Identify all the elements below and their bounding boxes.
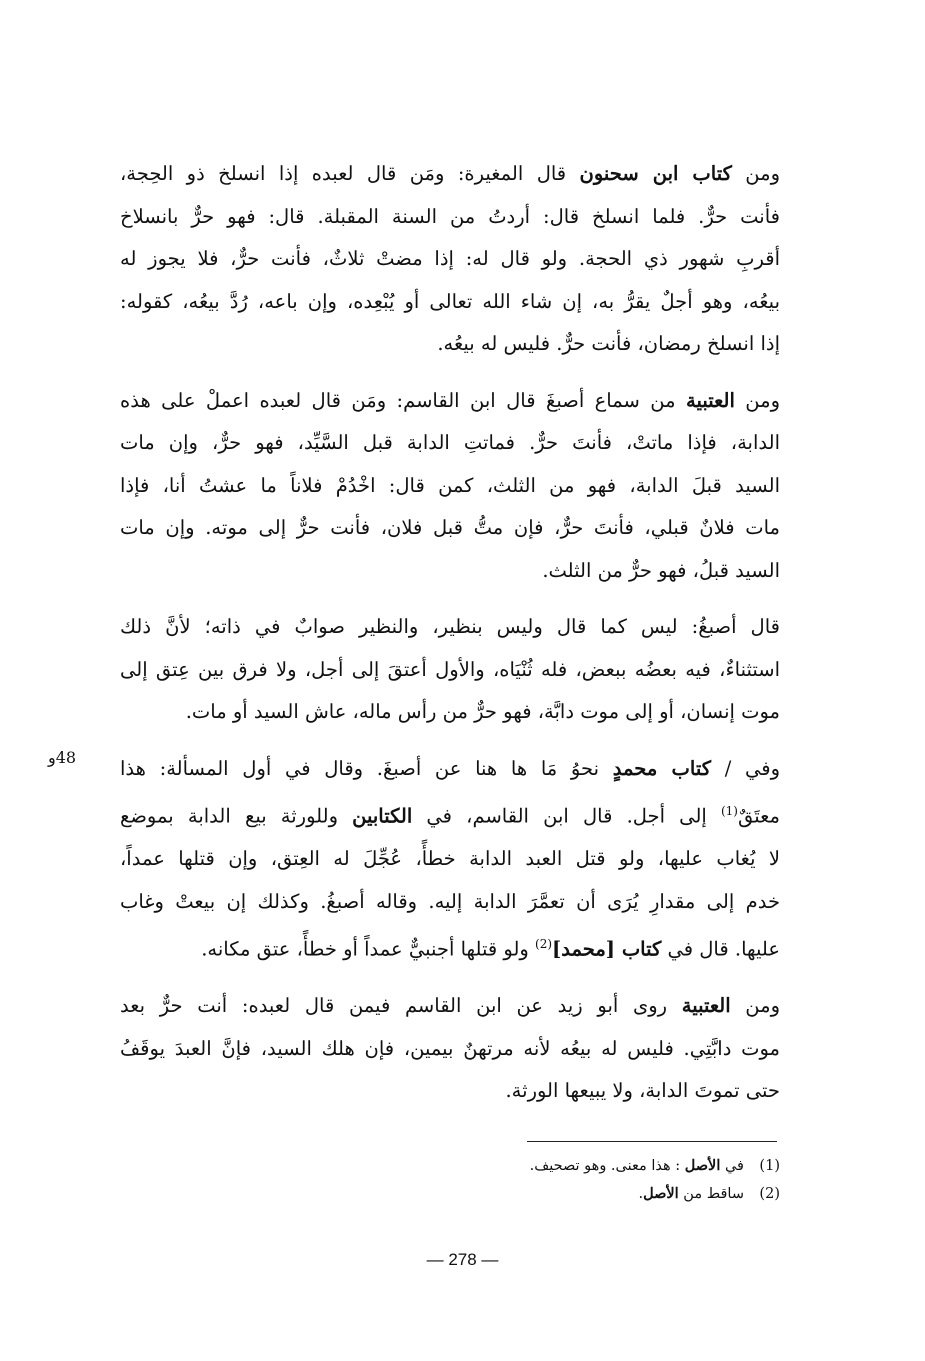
text-run: فأنت حرٌّ. فلما انسلخ قال: أردتُ من السنة المقبلة. قال: فهو حرٌّ بانسلاخ <box>120 204 780 228</box>
text-run: موت إنسان، أو إلى موت دابَّة، فهو حرٌّ من رأس ماله، عاش السيد أو مات. <box>185 700 780 723</box>
footnote-number: (2) <box>759 1186 780 1202</box>
paragraph-container <box>120 153 780 1113</box>
footnote-ref: (1) <box>720 804 738 818</box>
text-line <box>120 465 780 508</box>
text-run: نحوُ مَا ها هنا عن أصبغَ. وقال في أول المسألة: هذا <box>120 756 613 780</box>
text-run: موت دابَّتِي. فليس له بيعُه لأنه مرتهنٌ بيمين، فإن هلك السيد، فإنَّ العبدَ يوقَفُ <box>120 1036 780 1060</box>
text-line <box>120 748 780 791</box>
text-run: وللورثة بيع الدابة بموضع <box>120 804 353 828</box>
paragraph <box>120 985 780 1113</box>
text-run: معتَقٌ <box>737 804 780 828</box>
text-run: من سماع أصبغَ قال ابن القاسم: ومَن قال لعبده اعملْ على هذه <box>120 388 686 412</box>
text-run: إلى أجل. قال ابن القاسم، في <box>412 804 721 828</box>
text-line <box>120 550 780 593</box>
paragraph <box>120 748 780 972</box>
paragraph <box>120 606 780 734</box>
text-run: لا يُغاب عليها، ولو قتل العبد الدابة خطأً، عُجِّلَ له العِتق، وإن قتلها عمداً، <box>120 847 780 870</box>
bold-term: العتبية <box>686 388 735 412</box>
text-line <box>120 649 780 692</box>
text-run: روى أبو زيد عن ابن القاسم فيمن قال لعبده: أنت حرٌّ بعد <box>120 994 682 1017</box>
text-line <box>120 691 780 734</box>
text-line <box>120 881 780 924</box>
text-run: مات فلانٌ قبلي، فأنتَ حرٌّ، فإن متُّ قبل فلان، فأنت حرٌّ إلى موته. وإن مات <box>120 516 780 539</box>
text-run: ساقط من <box>678 1186 744 1202</box>
text-run: بيعُه، وهو أجلٌ يقرُّ به، إن شاء الله تعالى أو يُبْعِده، وإن باعه، رُدَّ بيعُه، كقوله: <box>120 289 780 313</box>
text-run: ومن <box>731 162 780 185</box>
footnote-number: (1) <box>759 1158 780 1174</box>
bold-term: العتبية <box>681 994 731 1017</box>
text-run: خدم إلى مقدارِ يُرَى أن تعمَّرَ الدابة إليه. وقاله أصبغُ. وكذلك إن بيعتْ وغاب <box>120 889 780 913</box>
text-run: . <box>638 1186 644 1202</box>
bold-term: الكتابين <box>352 804 413 828</box>
text-line <box>120 1028 780 1071</box>
bold-term: كتاب ابن سحنون <box>579 162 732 185</box>
text-line <box>120 838 780 881</box>
footnote-ref: (2) <box>535 937 553 951</box>
text-run: : هذا معنى. وهو تصحيف. <box>529 1158 685 1174</box>
bold-term: الأصل <box>684 1157 721 1174</box>
text-line <box>120 238 780 281</box>
text-run: قال المغيرة: ومَن قال لعبده إذا انسلخ ذو الحِجة، <box>120 162 580 185</box>
margin-folio-note: 48و <box>48 748 77 767</box>
footnote-separator <box>527 1141 777 1142</box>
text-run: الدابة، فإذا ماتتْ، فأنتَ حرٌّ. فماتتِ الدابة قبل السَّيِّد، فهو حرٌّ، وإن مات <box>120 431 780 454</box>
text-run: أقربِ شهور ذي الحجة. ولو قال له: إذا مضتْ ثلاثٌ، فأنت حرٌّ، فلا يجوز له <box>120 247 780 270</box>
text-run: ولو قتلها أجنبيٌّ عمداً أو خطأً، عتق مكانه. <box>201 937 536 961</box>
text-run: السيد قبلَ الدابة، فهو من الثلث، كمن قال: اخْدُمْ فلاناً ما عشتُ أنا، فإذا <box>120 473 780 497</box>
text-line <box>120 281 780 324</box>
footnote <box>420 1180 780 1208</box>
text-run: حتى تموتَ الدابة، ولا يبيعها الورثة. <box>505 1079 780 1102</box>
footnotes <box>420 1152 780 1208</box>
text-line <box>120 507 780 550</box>
text-line <box>120 606 780 649</box>
text-run: وفي / <box>711 756 780 780</box>
bold-term: كتاب [محمد] <box>552 937 662 961</box>
text-run: قال أصبغُ: ليس كما قال وليس بنظير، والنظير صوابٌ في ذاته؛ لأنَّ ذلك <box>120 615 780 638</box>
text-line <box>120 985 780 1028</box>
text-line <box>120 153 780 196</box>
text-run: ومن <box>734 388 781 412</box>
text-run: استثناءٌ، فيه بعضُه ببعض، فله ثُنْيَاه، والأول أعتقَ إلى أجل، ولا فرق بين عِتق إلى <box>120 657 780 681</box>
footnote-text <box>639 1180 745 1208</box>
paragraph <box>120 153 780 366</box>
text-run: ومن <box>730 994 781 1017</box>
bold-term: الأصل <box>643 1185 679 1202</box>
text-run: السيد قبلُ، فهو حرٌّ من الثلث. <box>542 558 780 582</box>
text-line <box>120 380 780 423</box>
text-line <box>120 790 780 838</box>
page-number: — 278 — <box>426 1250 499 1269</box>
text-line <box>120 422 780 465</box>
footnote <box>420 1152 780 1180</box>
text-line <box>120 923 780 971</box>
text-run: عليها. قال في <box>661 937 780 961</box>
text-run: إذا انسلخ رمضان، فأنت حرٌّ. فليس له بيعُه. <box>437 332 780 355</box>
bold-term: كتاب محمدٍ <box>612 756 712 780</box>
text-line <box>120 196 780 239</box>
main-text <box>120 153 780 1127</box>
text-line <box>120 323 780 366</box>
text-line <box>120 1070 780 1113</box>
paragraph <box>120 380 780 593</box>
text-run: في <box>720 1158 744 1174</box>
footnote-text <box>530 1152 744 1180</box>
